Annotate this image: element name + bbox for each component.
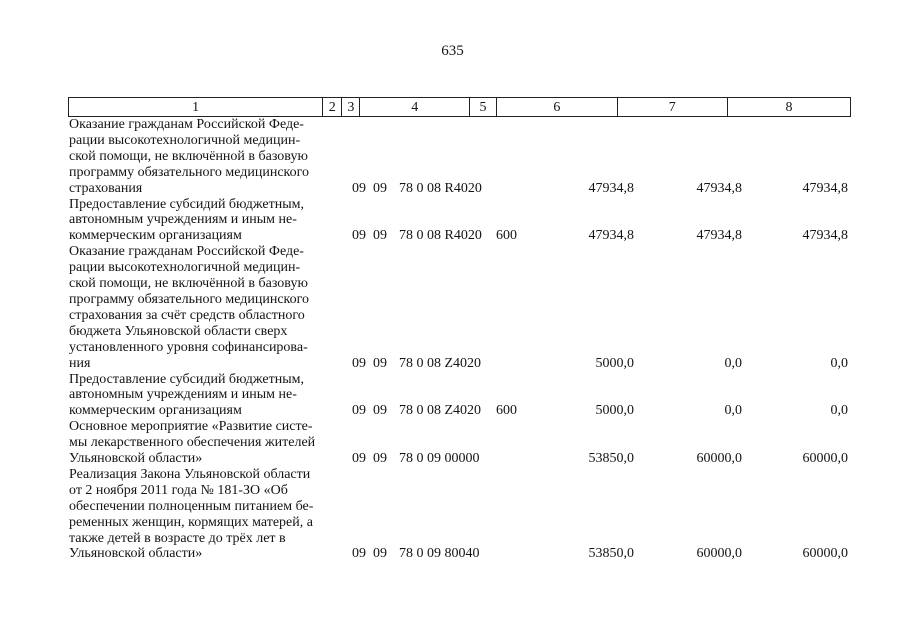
description-line: ской помощи, не включённой в базовую <box>69 276 308 292</box>
table-row <box>0 467 905 562</box>
target-article-code: 78 0 08 Z4020 <box>399 355 482 371</box>
header-col-4: 4 <box>360 98 470 116</box>
description-line: Основное мероприятие «Развитие систе- <box>69 419 313 435</box>
description-line: Предоставление субсидий бюджетным, <box>69 196 305 212</box>
header-col-3: 3 <box>342 98 360 116</box>
amount-col-8: 60000,0 <box>802 546 848 562</box>
header-col-5: 5 <box>470 98 497 116</box>
table-body <box>0 117 905 562</box>
target-article-code: 78 0 08 R4020 <box>399 180 482 196</box>
amount-col-6: 5000,0 <box>595 355 634 371</box>
header-col-8: 8 <box>785 100 793 115</box>
header-col-6: 6 <box>497 98 617 116</box>
description-line: Предоставление субсидий бюджетным, <box>69 371 305 387</box>
row-description <box>69 244 344 371</box>
subsection-code: 09 <box>373 180 387 196</box>
amount-col-8: 0,0 <box>830 355 848 371</box>
row-description <box>69 117 344 197</box>
amount-col-6: 5000,0 <box>595 403 634 419</box>
header-col-7: 7 <box>618 98 728 116</box>
description-line: мы лекарственного обеспечения жителей <box>69 435 316 451</box>
table-row <box>0 419 905 467</box>
description-line: Реализация Закона Ульяновской области <box>69 466 311 482</box>
amount-col-7: 0,0 <box>724 355 742 371</box>
amount-col-6: 53850,0 <box>588 450 634 466</box>
description-line: Ульяновской области» <box>69 451 203 467</box>
expense-type-code: 600 <box>496 403 517 419</box>
subsection-code: 09 <box>373 403 387 419</box>
header-col-1: 1 <box>69 98 323 116</box>
expense-type-code: 600 <box>496 228 517 244</box>
section-code: 09 <box>352 180 366 196</box>
description-line: автономным учреждениям и иным не- <box>69 387 297 403</box>
amount-col-7: 60000,0 <box>696 546 742 562</box>
amount-col-7: 0,0 <box>724 403 742 419</box>
description-line: также детей в возрасте до трёх лет в <box>69 530 286 546</box>
subsection-code: 09 <box>373 355 387 371</box>
description-line: программу обязательного медицинского <box>69 164 310 180</box>
amount-col-8: 0,0 <box>830 403 848 419</box>
description-line: Оказание гражданам Российской Феде- <box>69 244 304 260</box>
description-line: ния <box>69 355 91 371</box>
description-line: страхования <box>69 180 143 196</box>
table-row <box>0 197 905 245</box>
subsection-code: 09 <box>373 450 387 466</box>
amount-col-8: 60000,0 <box>802 450 848 466</box>
description-line: коммерческим организациям <box>69 403 242 419</box>
section-code: 09 <box>352 403 366 419</box>
amount-col-7: 47934,8 <box>696 180 742 196</box>
target-article-code: 78 0 09 80040 <box>399 546 480 562</box>
row-description <box>69 467 344 562</box>
section-code: 09 <box>352 228 366 244</box>
description-line: бюджета Ульяновской области сверх <box>69 323 288 339</box>
table-header-row <box>68 97 851 117</box>
subsection-code: 09 <box>373 546 387 562</box>
section-code: 09 <box>352 546 366 562</box>
table-row <box>0 117 905 197</box>
amount-col-7: 60000,0 <box>696 450 742 466</box>
amount-col-6: 47934,8 <box>588 180 634 196</box>
row-description <box>69 197 344 245</box>
description-line: рации высокотехнологичной медицин- <box>69 260 301 276</box>
amount-col-6: 53850,0 <box>588 546 634 562</box>
amount-col-6: 47934,8 <box>588 228 634 244</box>
table-row <box>0 244 905 371</box>
description-line: обеспечении полноценным питанием бе- <box>69 498 314 514</box>
subsection-code: 09 <box>373 228 387 244</box>
target-article-code: 78 0 08 Z4020 <box>399 403 482 419</box>
row-description <box>69 419 344 467</box>
description-line: от 2 ноября 2011 года № 181-ЗО «Об <box>69 482 288 498</box>
page-number: 635 <box>441 43 464 59</box>
description-line: рации высокотехнологичной медицин- <box>69 132 301 148</box>
description-line: Ульяновской области» <box>69 546 203 562</box>
table-row <box>0 372 905 420</box>
section-code: 09 <box>352 450 366 466</box>
amount-col-7: 47934,8 <box>696 228 742 244</box>
target-article-code: 78 0 08 R4020 <box>399 228 482 244</box>
amount-col-8: 47934,8 <box>802 228 848 244</box>
description-line: программу обязательного медицинского <box>69 291 310 307</box>
description-line: установленного уровня софинансирова- <box>69 339 308 355</box>
section-code: 09 <box>352 355 366 371</box>
target-article-code: 78 0 09 00000 <box>399 450 480 466</box>
description-line: ременных женщин, кормящих матерей, а <box>69 514 313 530</box>
description-line: страхования за счёт средств областного <box>69 307 305 323</box>
description-line: коммерческим организациям <box>69 228 242 244</box>
header-col-2: 2 <box>323 98 342 116</box>
amount-col-8: 47934,8 <box>802 180 848 196</box>
description-line: ской помощи, не включённой в базовую <box>69 148 308 164</box>
description-line: автономным учреждениям и иным не- <box>69 212 297 228</box>
row-description <box>69 372 344 420</box>
description-line: Оказание гражданам Российской Феде- <box>69 117 304 132</box>
